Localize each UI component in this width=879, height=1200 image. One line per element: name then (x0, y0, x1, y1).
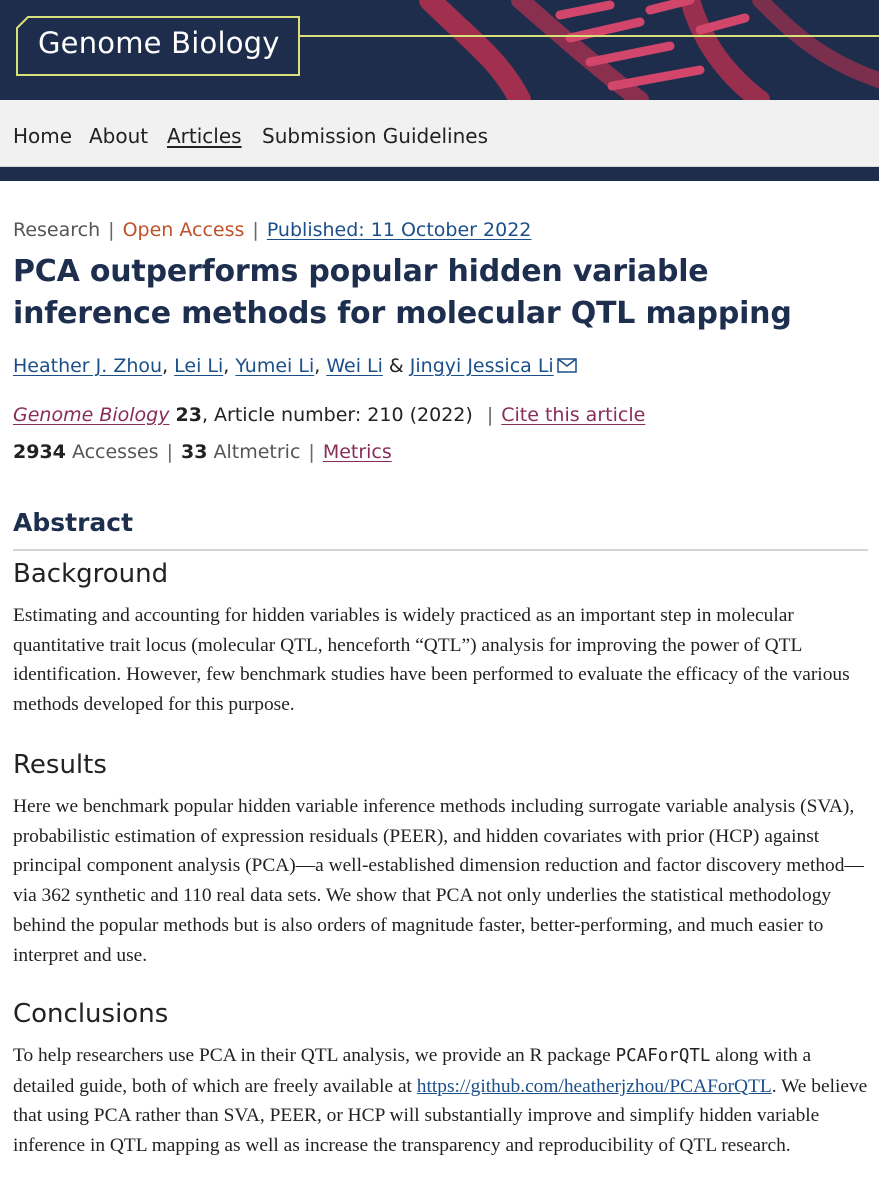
nav-articles[interactable]: Articles (167, 124, 242, 148)
article-title: PCA outperforms popular hidden variable inference methods for molecular QTL mapping (13, 254, 792, 331)
results-text: Here we benchmark popular hidden variable inference methods including surrogate variable analysis (SVA), probabilistic estimation of expression residuals (PEER), and hidden covariates with prior (HCP) against principal component analysis (PCA)—a well-established dimension reduction and factor discovery method—via 362 synthetic and 110 real data sets. We show that PCA not only underlies the statistical methodology behind the popular methods but is also orders of magnitude faster, better-performing, and much easier to interpret and use. (13, 796, 864, 966)
logo-accent-line (300, 35, 879, 37)
email-icon[interactable] (557, 356, 577, 378)
conclusions-text: To help researchers use PCA in their QTL analysis, we provide an R package PCAForQTL along with a detailed guide, both of which are freely available at https://github.com/heatherjzhou/PCAForQTL. We believe that using PCA rather than SVA, PEER, or HCP will substantially improve and simplify hidden variable inference in QTL mapping as well as increase the transparency and reproducibility of QTL research. (13, 1045, 868, 1157)
logo-text: Genome Biology (38, 26, 280, 60)
metrics-link[interactable]: Metrics (322, 441, 392, 463)
background-text: Estimating and accounting for hidden variables is widely practiced as an important step in molecular quantitative trait locus (molecular QTL, henceforth “QTL”) analysis for improving the power of QTL identification. However, few benchmark studies have been performed to evaluate the efficacy of the various methods developed for this purpose. (13, 605, 850, 716)
author-list: Heather J. Zhou, Lei Li, Yumei Li, Wei Li & Jingyi Jessica Li (13, 355, 577, 378)
altmetric-count: 33 (180, 441, 208, 463)
author-link[interactable]: Lei Li (174, 355, 224, 377)
altmetric-label: Altmetric (213, 441, 301, 463)
author-link[interactable]: Heather J. Zhou (13, 355, 163, 377)
nav-submission-guidelines[interactable]: Submission Guidelines (262, 124, 489, 148)
journal-logo[interactable] (16, 16, 300, 76)
background-heading: Background (13, 559, 169, 589)
conclusions-heading: Conclusions (13, 999, 169, 1029)
author-link[interactable]: Wei Li (326, 355, 383, 377)
citation-line: Genome Biology 23, Article number: 210 (2022) | Cite this article (13, 404, 646, 426)
cite-this-article-link[interactable]: Cite this article (501, 404, 646, 426)
accesses-count: 2934 (13, 441, 66, 463)
abstract-heading: Abstract (13, 508, 134, 537)
volume: 23 (175, 404, 202, 426)
main-nav (0, 100, 879, 167)
open-access-badge: Open Access (122, 219, 245, 241)
package-name: PCAForQTL (615, 1046, 711, 1066)
nav-home[interactable]: Home (13, 124, 73, 148)
abstract-divider (13, 549, 868, 551)
article-type: Research (13, 219, 101, 241)
journal-link[interactable]: Genome Biology (13, 404, 170, 426)
author-link[interactable]: Jingyi Jessica Li (409, 355, 554, 377)
nav-bottom-bar (0, 167, 879, 181)
article-stats: 2934 Accesses | 33 Altmetric | Metrics (13, 441, 392, 463)
github-link[interactable]: https://github.com/heatherjzhou/PCAForQTL (416, 1075, 772, 1097)
article-number: , Article number: 210 (2022) (201, 404, 473, 426)
published-date-link[interactable]: Published: 11 October 2022 (266, 219, 532, 241)
nav-about[interactable]: About (89, 124, 149, 148)
accesses-label: Accesses (71, 441, 159, 463)
site-header (0, 0, 879, 100)
author-link[interactable]: Yumei Li (235, 355, 315, 377)
article-meta: Research | Open Access | Published: 11 October 2022 (13, 219, 532, 241)
results-heading: Results (13, 750, 107, 780)
